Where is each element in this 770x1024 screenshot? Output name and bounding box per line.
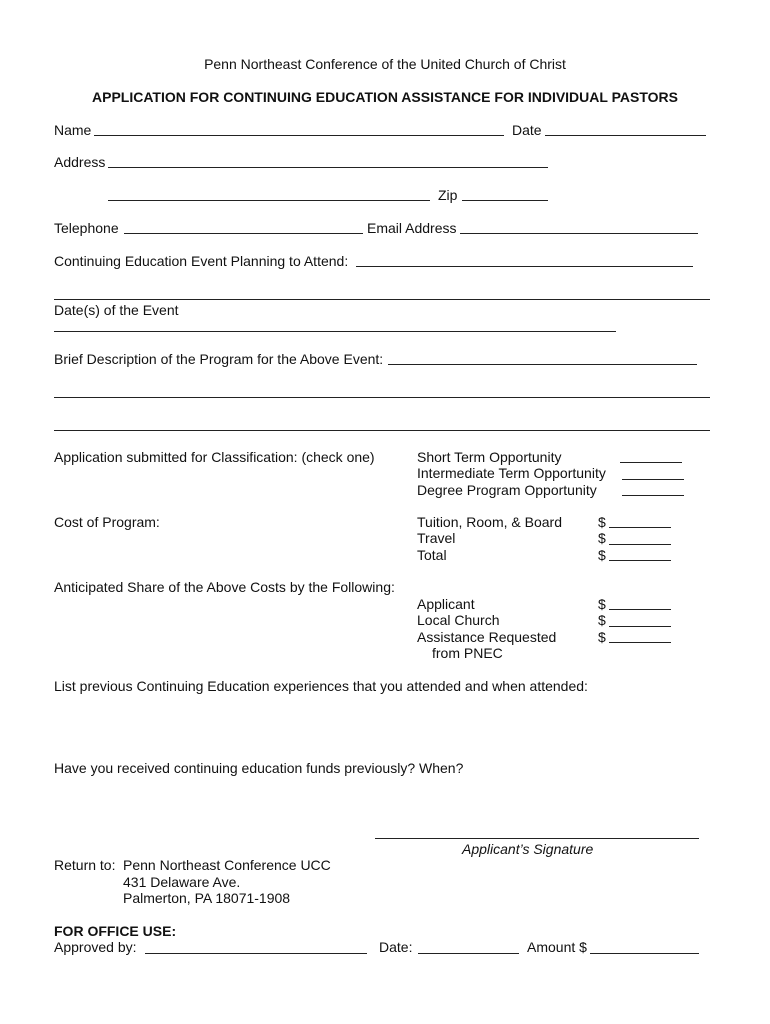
approved-by-input-line[interactable] — [145, 953, 367, 954]
email-label: Email Address — [367, 220, 457, 236]
description-input-line-2[interactable] — [54, 397, 710, 398]
option-intermediate-term: Intermediate Term Opportunity — [417, 465, 606, 481]
address-label: Address — [54, 154, 106, 170]
address-input-line-2[interactable] — [108, 200, 430, 201]
cost-tuition-input-line[interactable] — [609, 527, 671, 528]
previous-funds-question: Have you received continuing education funds previously? When? — [54, 760, 464, 776]
cost-tuition-dollar: $ — [598, 514, 606, 530]
previous-experiences-question: List previous Continuing Education experiences that you attended and when attended: — [54, 678, 588, 694]
return-label: Return to: — [54, 857, 116, 873]
description-label: Brief Description of the Program for the Above Event: — [54, 351, 384, 367]
office-use-heading: FOR OFFICE USE: — [54, 923, 177, 939]
amount-input-line[interactable] — [590, 953, 699, 954]
return-address-line-3: Palmerton, PA 18071-1908 — [123, 890, 291, 906]
amount-label: Amount $ — [527, 939, 587, 955]
telephone-label: Telephone — [54, 220, 119, 236]
approved-by-label: Approved by: — [54, 939, 137, 955]
date-label: Date — [512, 122, 542, 138]
signature-label: Applicant’s Signature — [462, 841, 594, 857]
cost-total-input-line[interactable] — [609, 560, 671, 561]
event-label: Continuing Education Event Planning to Attend: — [54, 253, 349, 269]
classification-label: Application submitted for Classification: (check one) — [54, 449, 375, 465]
name-label: Name — [54, 122, 92, 138]
share-assistance-input-line[interactable] — [609, 642, 671, 643]
zip-label: Zip — [438, 187, 458, 203]
return-address-line-1: Penn Northeast Conference UCC — [123, 857, 331, 873]
signature-input-line[interactable] — [375, 838, 699, 839]
share-applicant-dollar: $ — [598, 596, 606, 612]
cost-label: Cost of Program: — [54, 514, 160, 530]
cost-total-dollar: $ — [598, 547, 606, 563]
office-date-label: Date: — [379, 939, 413, 955]
event-dates-input-line[interactable] — [54, 331, 616, 332]
office-date-input-line[interactable] — [418, 953, 519, 954]
option-short-term: Short Term Opportunity — [417, 449, 562, 465]
zip-input-line[interactable] — [462, 200, 548, 201]
form-title: APPLICATION FOR CONTINUING EDUCATION ASSISTANCE FOR INDIVIDUAL PASTORS — [92, 89, 678, 105]
share-local-church-input-line[interactable] — [609, 626, 671, 627]
event-dates-label: Date(s) of the Event — [54, 302, 179, 318]
share-assistance-label-cont: from PNEC — [432, 645, 503, 661]
return-address-line-2: 431 Delaware Ave. — [123, 874, 241, 890]
cost-travel-dollar: $ — [598, 530, 606, 546]
date-input-line[interactable] — [545, 135, 706, 136]
share-applicant-label: Applicant — [417, 596, 475, 612]
share-assistance-label: Assistance Requested — [417, 629, 557, 645]
option-short-term-checkline[interactable] — [620, 462, 682, 463]
cost-tuition-label: Tuition, Room, & Board — [417, 514, 562, 530]
event-input-line-2[interactable] — [54, 299, 710, 300]
option-intermediate-term-checkline[interactable] — [622, 479, 684, 480]
cost-travel-label: Travel — [417, 530, 456, 546]
share-local-church-label: Local Church — [417, 612, 500, 628]
option-degree-program: Degree Program Opportunity — [417, 482, 597, 498]
option-degree-program-checkline[interactable] — [622, 495, 684, 496]
email-input-line[interactable] — [460, 233, 698, 234]
description-input-line-1[interactable] — [388, 364, 697, 365]
share-assistance-dollar: $ — [598, 629, 606, 645]
description-input-line-3[interactable] — [54, 430, 710, 431]
name-input-line[interactable] — [94, 135, 504, 136]
cost-total-label: Total — [417, 547, 447, 563]
share-label: Anticipated Share of the Above Costs by the Following: — [54, 579, 395, 595]
address-input-line-1[interactable] — [108, 167, 548, 168]
event-input-line[interactable] — [356, 266, 693, 267]
organization-heading: Penn Northeast Conference of the United Church of Christ — [204, 56, 566, 72]
cost-travel-input-line[interactable] — [609, 544, 671, 545]
share-applicant-input-line[interactable] — [609, 609, 671, 610]
share-local-church-dollar: $ — [598, 612, 606, 628]
telephone-input-line[interactable] — [124, 233, 363, 234]
